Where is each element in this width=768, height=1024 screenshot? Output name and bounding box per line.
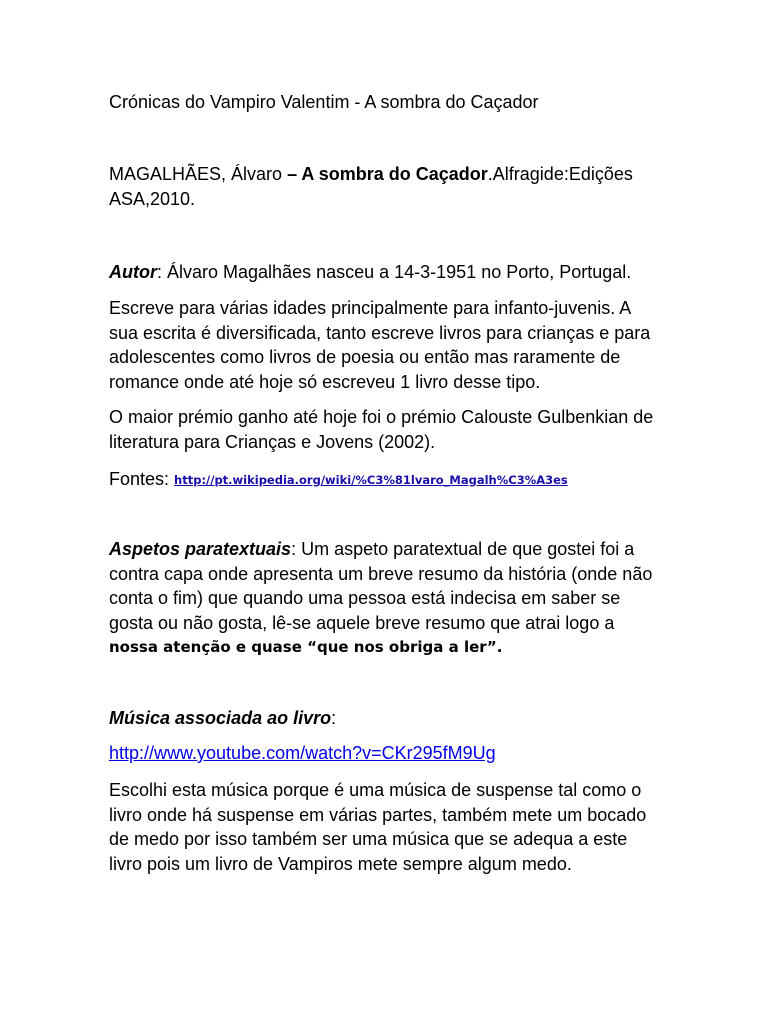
- paratext-line-4: gosta ou não gosta, lê-se aquele breve resumo que atrai logo a: [109, 612, 615, 633]
- music-heading: [109, 706, 336, 731]
- music-label: Música associada ao livro: [109, 708, 332, 728]
- music-paragraph-line-2: livro onde há suspense em várias partes, também mete um bocado: [109, 804, 647, 825]
- paratext-line-2: contra capa onde apresenta um breve resumo da história (onde não: [109, 563, 653, 584]
- music-paragraph-line-3: de medo por isso também ser uma música que se adequa a este: [109, 829, 628, 849]
- sources-label: Fontes:: [109, 469, 175, 489]
- reference-publisher: .Alfragide:Edições: [487, 164, 633, 184]
- author-intro: [109, 260, 631, 285]
- sources-link[interactable]: http://pt.wikipedia.org/wiki/%C3%81lvaro_Magalh%C3%A3es: [174, 473, 568, 487]
- author-paragraph-2-line-1: O maior prémio ganho até hoje foi o prémio Calouste Gulbenkian de: [109, 407, 654, 427]
- paratext-line-1: [109, 537, 634, 562]
- music-youtube-link[interactable]: http://www.youtube.com/watch?v=CKr295fM9Ug: [109, 743, 496, 763]
- sources-line: [109, 467, 568, 494]
- author-paragraph-1-line-1: Escreve para várias idades principalmente para infanto-juvenis. A: [109, 298, 632, 318]
- reference-publisher-line-2: ASA,2010.: [109, 188, 196, 209]
- music-paragraph-line-4: livro pois um livro de Vampiros mete sempre algum medo.: [109, 853, 572, 874]
- paratext-line-3: conta o fim) que quando uma pessoa está indecisa em saber se: [109, 588, 621, 608]
- bibliographic-reference: [109, 162, 633, 187]
- paratext-label: Aspetos paratextuais: [109, 539, 292, 559]
- music-link-line: [109, 741, 496, 766]
- reference-author: MAGALHÃES, Álvaro: [109, 164, 288, 184]
- author-paragraph-2-line-2: literatura para Crianças e Jovens (2002).: [109, 431, 436, 452]
- author-paragraph-1-line-4: romance onde até hoje só escreveu 1 livro desse tipo.: [109, 371, 541, 392]
- reference-book-title: – A sombra do Caçador: [287, 164, 488, 184]
- music-label-colon: :: [331, 708, 337, 728]
- paratext-line-5: nossa atenção e quase “que nos obriga a ler”.: [109, 638, 503, 656]
- music-paragraph-line-1: Escolhi esta música porque é uma música de suspense tal como o: [109, 780, 642, 800]
- author-paragraph-1-line-3: adolescentes como livros de poesia ou então mas raramente de: [109, 347, 621, 367]
- document-title: Crónicas do Vampiro Valentim - A sombra do Caçador: [109, 92, 539, 112]
- paratext-line-1-text: : Um aspeto paratextual de que gostei foi a: [291, 539, 635, 559]
- author-paragraph-1-line-2: sua escrita é diversificada, tanto escreve livros para crianças e para: [109, 322, 651, 343]
- author-intro-text: : Álvaro Magalhães nasceu a 14-3-1951 no Porto, Portugal.: [157, 262, 632, 282]
- author-label: Autor: [109, 262, 157, 282]
